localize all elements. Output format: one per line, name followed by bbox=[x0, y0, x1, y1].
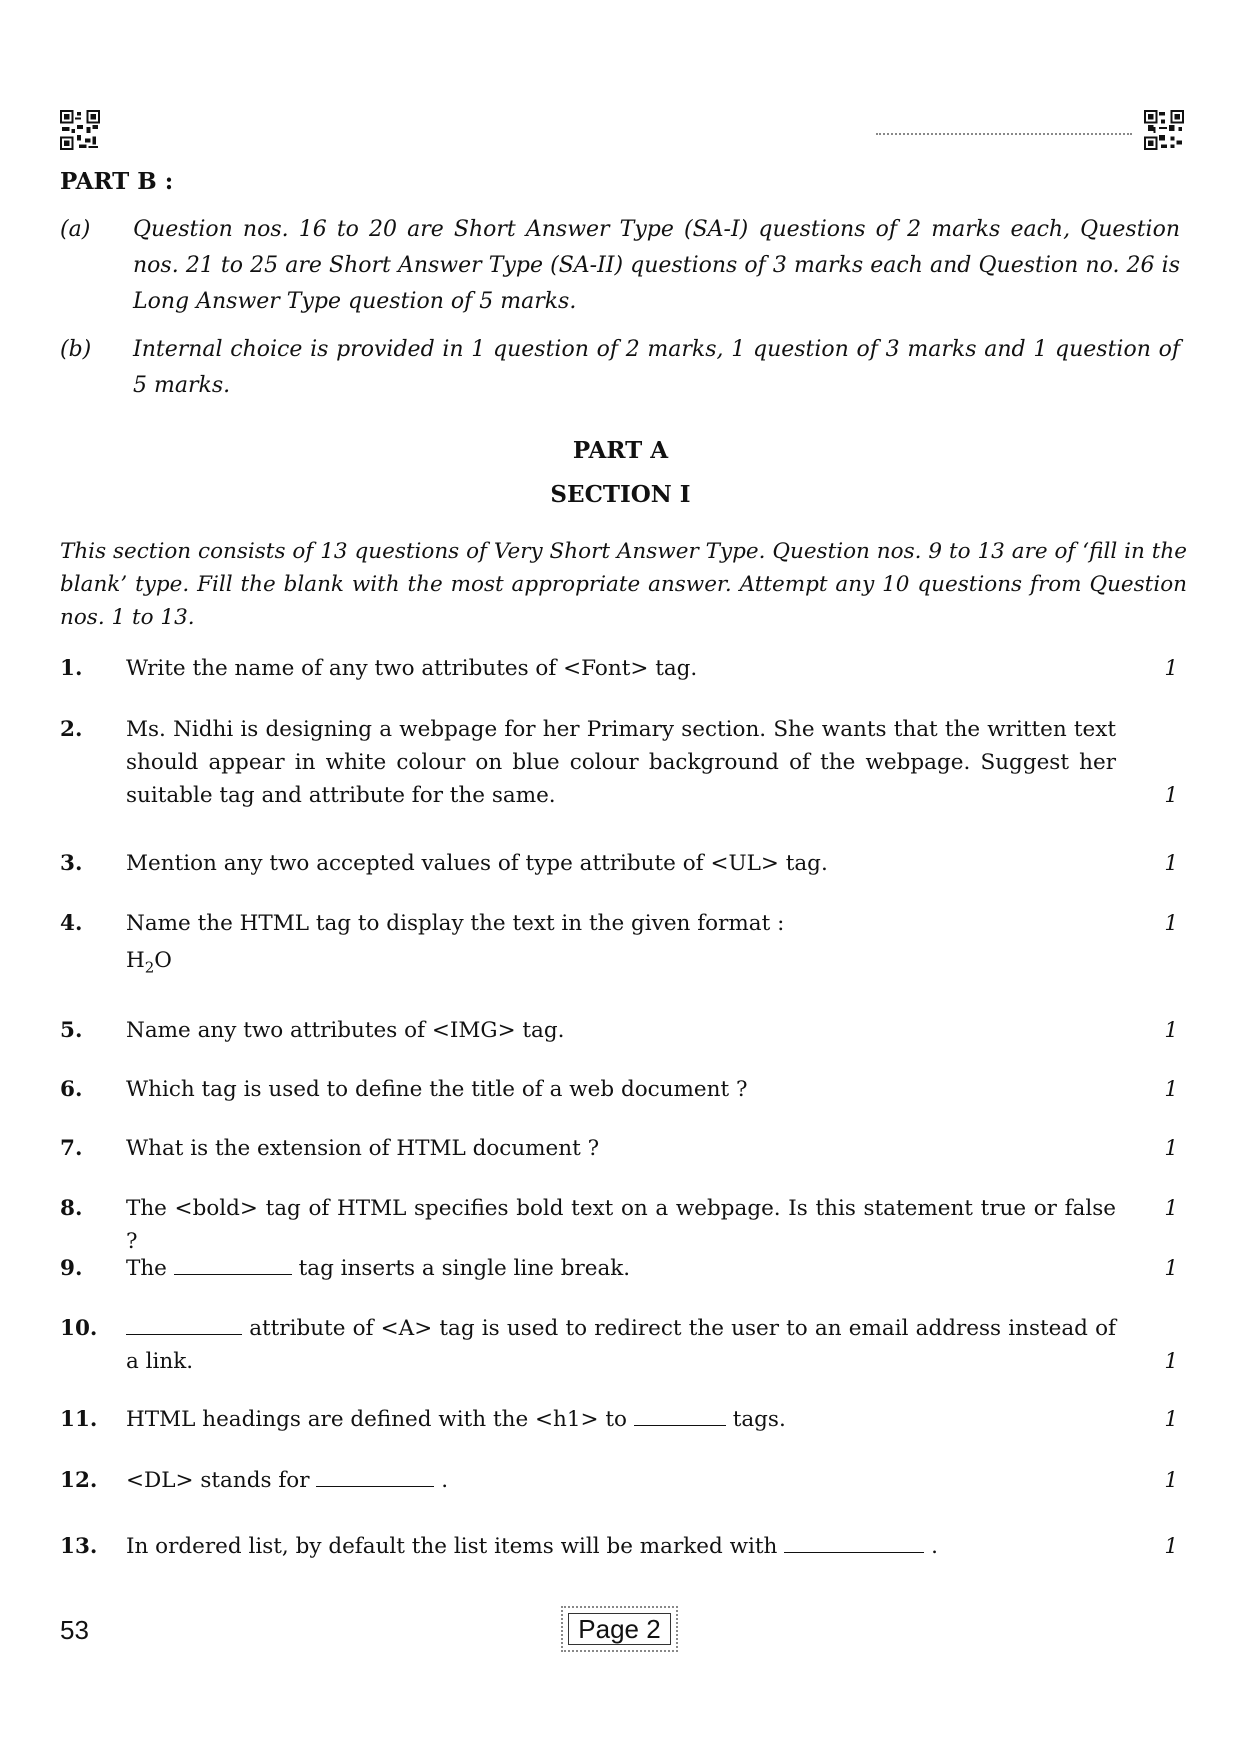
question-12 bbox=[60, 1464, 1190, 1497]
fill-in-blank[interactable] bbox=[174, 1252, 292, 1275]
header-dotted-line bbox=[876, 133, 1132, 135]
question-text: Ms. Nidhi is designing a webpage for her Primary section. She wants that the written text should appear in white colour on blue colour background of the webpage. Suggest her suitable tag and attribute for the same. bbox=[126, 717, 1116, 808]
instruction-item bbox=[60, 212, 1180, 320]
question-marks: 1 bbox=[1164, 1136, 1178, 1161]
question-marks: 1 bbox=[1164, 1468, 1178, 1493]
question-7 bbox=[60, 1132, 1190, 1165]
question-number: 1. bbox=[60, 656, 83, 681]
instruction-text: Internal choice is provided in 1 question of 2 marks, 1 question of 3 marks and 1 question of 5 marks. bbox=[133, 337, 1180, 398]
question-4 bbox=[60, 907, 1190, 984]
question-3 bbox=[60, 847, 1190, 880]
question-number: 10. bbox=[60, 1316, 98, 1341]
instruction-label: (b) bbox=[60, 337, 92, 362]
question-marks: 1 bbox=[1164, 656, 1178, 681]
section-heading: SECTION I bbox=[550, 481, 691, 508]
page-number-box bbox=[561, 1606, 678, 1652]
part-a-heading: PART A bbox=[572, 437, 669, 464]
fill-in-blank[interactable] bbox=[784, 1530, 924, 1553]
question-text: Name any two attributes of <IMG> tag. bbox=[126, 1018, 565, 1043]
question-marks: 1 bbox=[1164, 1256, 1178, 1281]
question-marks: 1 bbox=[1164, 1534, 1178, 1559]
question-marks: 1 bbox=[1164, 1077, 1178, 1102]
question-text: attribute of <A> tag is used to redirect the user to an email address instead of a link. bbox=[126, 1312, 1116, 1378]
question-number: 13. bbox=[60, 1534, 98, 1559]
question-1 bbox=[60, 652, 1190, 685]
question-11 bbox=[60, 1403, 1190, 1436]
formula-h2o: $H_2O$ bbox=[126, 948, 172, 977]
qr-code-icon bbox=[60, 110, 100, 150]
question-text: HTML headings are defined with the <h1> to tags. bbox=[126, 1403, 1116, 1436]
question-marks: 1 bbox=[1164, 851, 1178, 876]
question-9 bbox=[60, 1252, 1190, 1285]
question-text: <DL> stands for . bbox=[126, 1464, 1116, 1497]
fill-in-blank[interactable] bbox=[126, 1312, 242, 1335]
question-text: In ordered list, by default the list items will be marked with . bbox=[126, 1530, 1116, 1563]
question-text: What is the extension of HTML document ? bbox=[126, 1136, 600, 1161]
question-text: Mention any two accepted values of type attribute of <UL> tag. bbox=[126, 851, 828, 876]
question-text: The <bold> tag of HTML specifies bold text on a webpage. Is this statement true or false ? bbox=[126, 1196, 1116, 1254]
question-text: Name the HTML tag to display the text in the given format : bbox=[126, 911, 785, 936]
question-number: 8. bbox=[60, 1196, 83, 1221]
question-number: 11. bbox=[60, 1407, 98, 1432]
question-text: Which tag is used to define the title of a web document ? bbox=[126, 1077, 748, 1102]
qr-code-icon bbox=[1144, 110, 1184, 150]
question-text: The tag inserts a single line break. bbox=[126, 1252, 1116, 1285]
question-marks: 1 bbox=[1164, 783, 1178, 808]
question-number: 3. bbox=[60, 851, 83, 876]
question-marks: 1 bbox=[1164, 911, 1178, 936]
fill-in-blank[interactable] bbox=[634, 1403, 726, 1426]
question-number: 9. bbox=[60, 1256, 83, 1281]
question-number: 2. bbox=[60, 717, 83, 742]
question-marks: 1 bbox=[1164, 1349, 1178, 1374]
question-marks: 1 bbox=[1164, 1196, 1178, 1221]
instruction-text: Question nos. 16 to 20 are Short Answer Type (SA-I) questions of 2 marks each, Question nos. 21 to 25 are Short Answer Type (SA-II) questions of 3 marks each and Question no. 26 is Long Answer Type question of 5 marks. bbox=[133, 217, 1180, 314]
page-number: Page 2 bbox=[568, 1613, 671, 1645]
section-intro: This section consists of 13 questions of Very Short Answer Type. Question nos. 9 to 13 are of ‘fill in the blank’ type. Fill the blank with the most appropriate answer. Attempt any 10 questions from Question nos. 1 to 13. bbox=[60, 539, 1187, 630]
question-8 bbox=[60, 1192, 1190, 1258]
question-text: Write the name of any two attributes of <Font> tag. bbox=[126, 656, 698, 681]
question-number: 5. bbox=[60, 1018, 83, 1043]
part-b-heading: PART B : bbox=[60, 168, 174, 195]
question-6 bbox=[60, 1073, 1190, 1106]
question-number: 12. bbox=[60, 1468, 98, 1493]
question-marks: 1 bbox=[1164, 1018, 1178, 1043]
instruction-label: (a) bbox=[60, 217, 91, 242]
question-13 bbox=[60, 1530, 1190, 1563]
fill-in-blank[interactable] bbox=[316, 1464, 434, 1487]
instruction-item bbox=[60, 332, 1180, 404]
question-marks: 1 bbox=[1164, 1407, 1178, 1432]
paper-code: 53 bbox=[60, 1615, 89, 1645]
question-number: 4. bbox=[60, 911, 83, 936]
question-5 bbox=[60, 1014, 1190, 1047]
question-number: 6. bbox=[60, 1077, 83, 1102]
question-number: 7. bbox=[60, 1136, 83, 1161]
question-10 bbox=[60, 1312, 1190, 1378]
question-2 bbox=[60, 713, 1190, 812]
